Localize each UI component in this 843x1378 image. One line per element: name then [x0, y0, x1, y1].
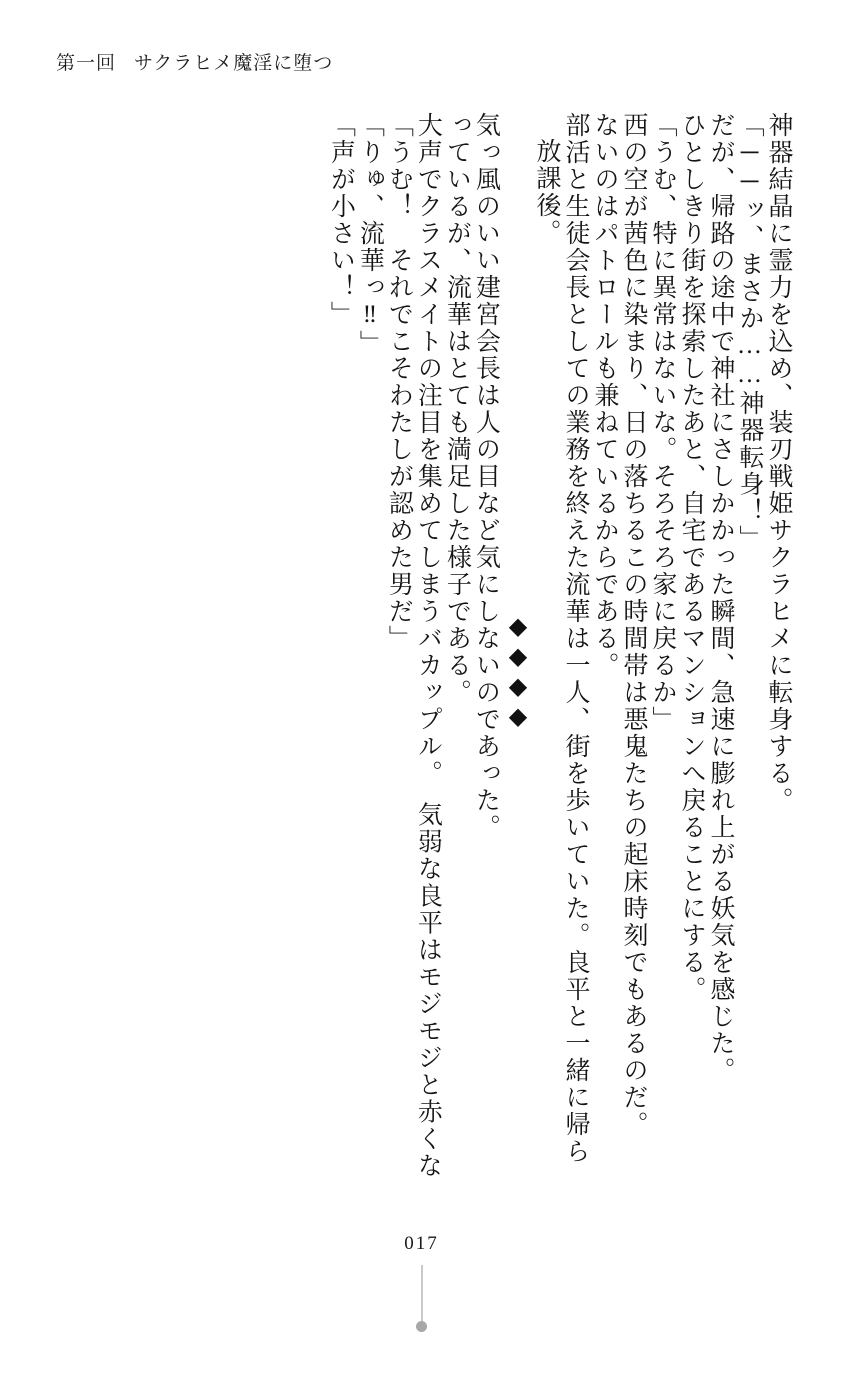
text-column: 「うむ、特に異常はないな。そろそろ家に戻るか」 — [649, 112, 676, 733]
text-column: だが、帰路の途中で神社にさしかかった瞬間、急速に膨れ上がる妖気を感じた。 — [707, 112, 734, 1084]
chapter-number: 第一回 — [56, 53, 117, 74]
folio — [0, 1233, 843, 1332]
chapter-title: サクラヒメ魔淫に堕つ — [134, 53, 334, 74]
text-column: 「りゅ、流華っ‼」 — [356, 112, 384, 357]
text-column: 部活と生徒会長としての業務を終えた流華は一人、街を歩いていた。良平と一緒に帰ら — [562, 112, 589, 1165]
text-column: ひとしきり街を探索したあと、自宅であるマンションへ戻ることにする。 — [678, 112, 705, 1003]
text-column: 「声が小さい！」 — [327, 112, 355, 328]
scene-break: ◆◆◆◆ — [504, 612, 530, 732]
text-column: っているが、流華はとても満足した様子である。 — [443, 112, 471, 706]
text-column: 「うむ！ それでこそわたしが認めた男だ」 — [385, 112, 413, 652]
folio-rule — [421, 1265, 423, 1321]
text-column: ないのはパトロールも兼ねているからである。 — [591, 112, 618, 679]
text-column: 神器結晶に霊力を込め、装刃戦姫サクラヒメに転身する。 — [765, 112, 792, 814]
page-number: 017 — [404, 1233, 439, 1254]
folio-dot-icon — [416, 1321, 427, 1332]
text-column: 西の空が茜色に染まり、日の落ちるこの時間帯は悪鬼たちの起床時刻でもあるのだ。 — [620, 112, 647, 1138]
text-column: 大声でクラスメイトの注目を集めてしまうバカップル。 気弱な良平はモジモジと赤くな — [414, 112, 442, 1180]
text-column: 放課後。 — [533, 138, 560, 246]
body-text-area — [48, 112, 791, 1262]
text-column: 「──ッ、まさか……神器転身！」 — [736, 112, 763, 552]
text-column: 気っ風のいい建宮会長は人の目など気にしないのであった。 — [472, 112, 500, 841]
running-header — [56, 48, 333, 75]
